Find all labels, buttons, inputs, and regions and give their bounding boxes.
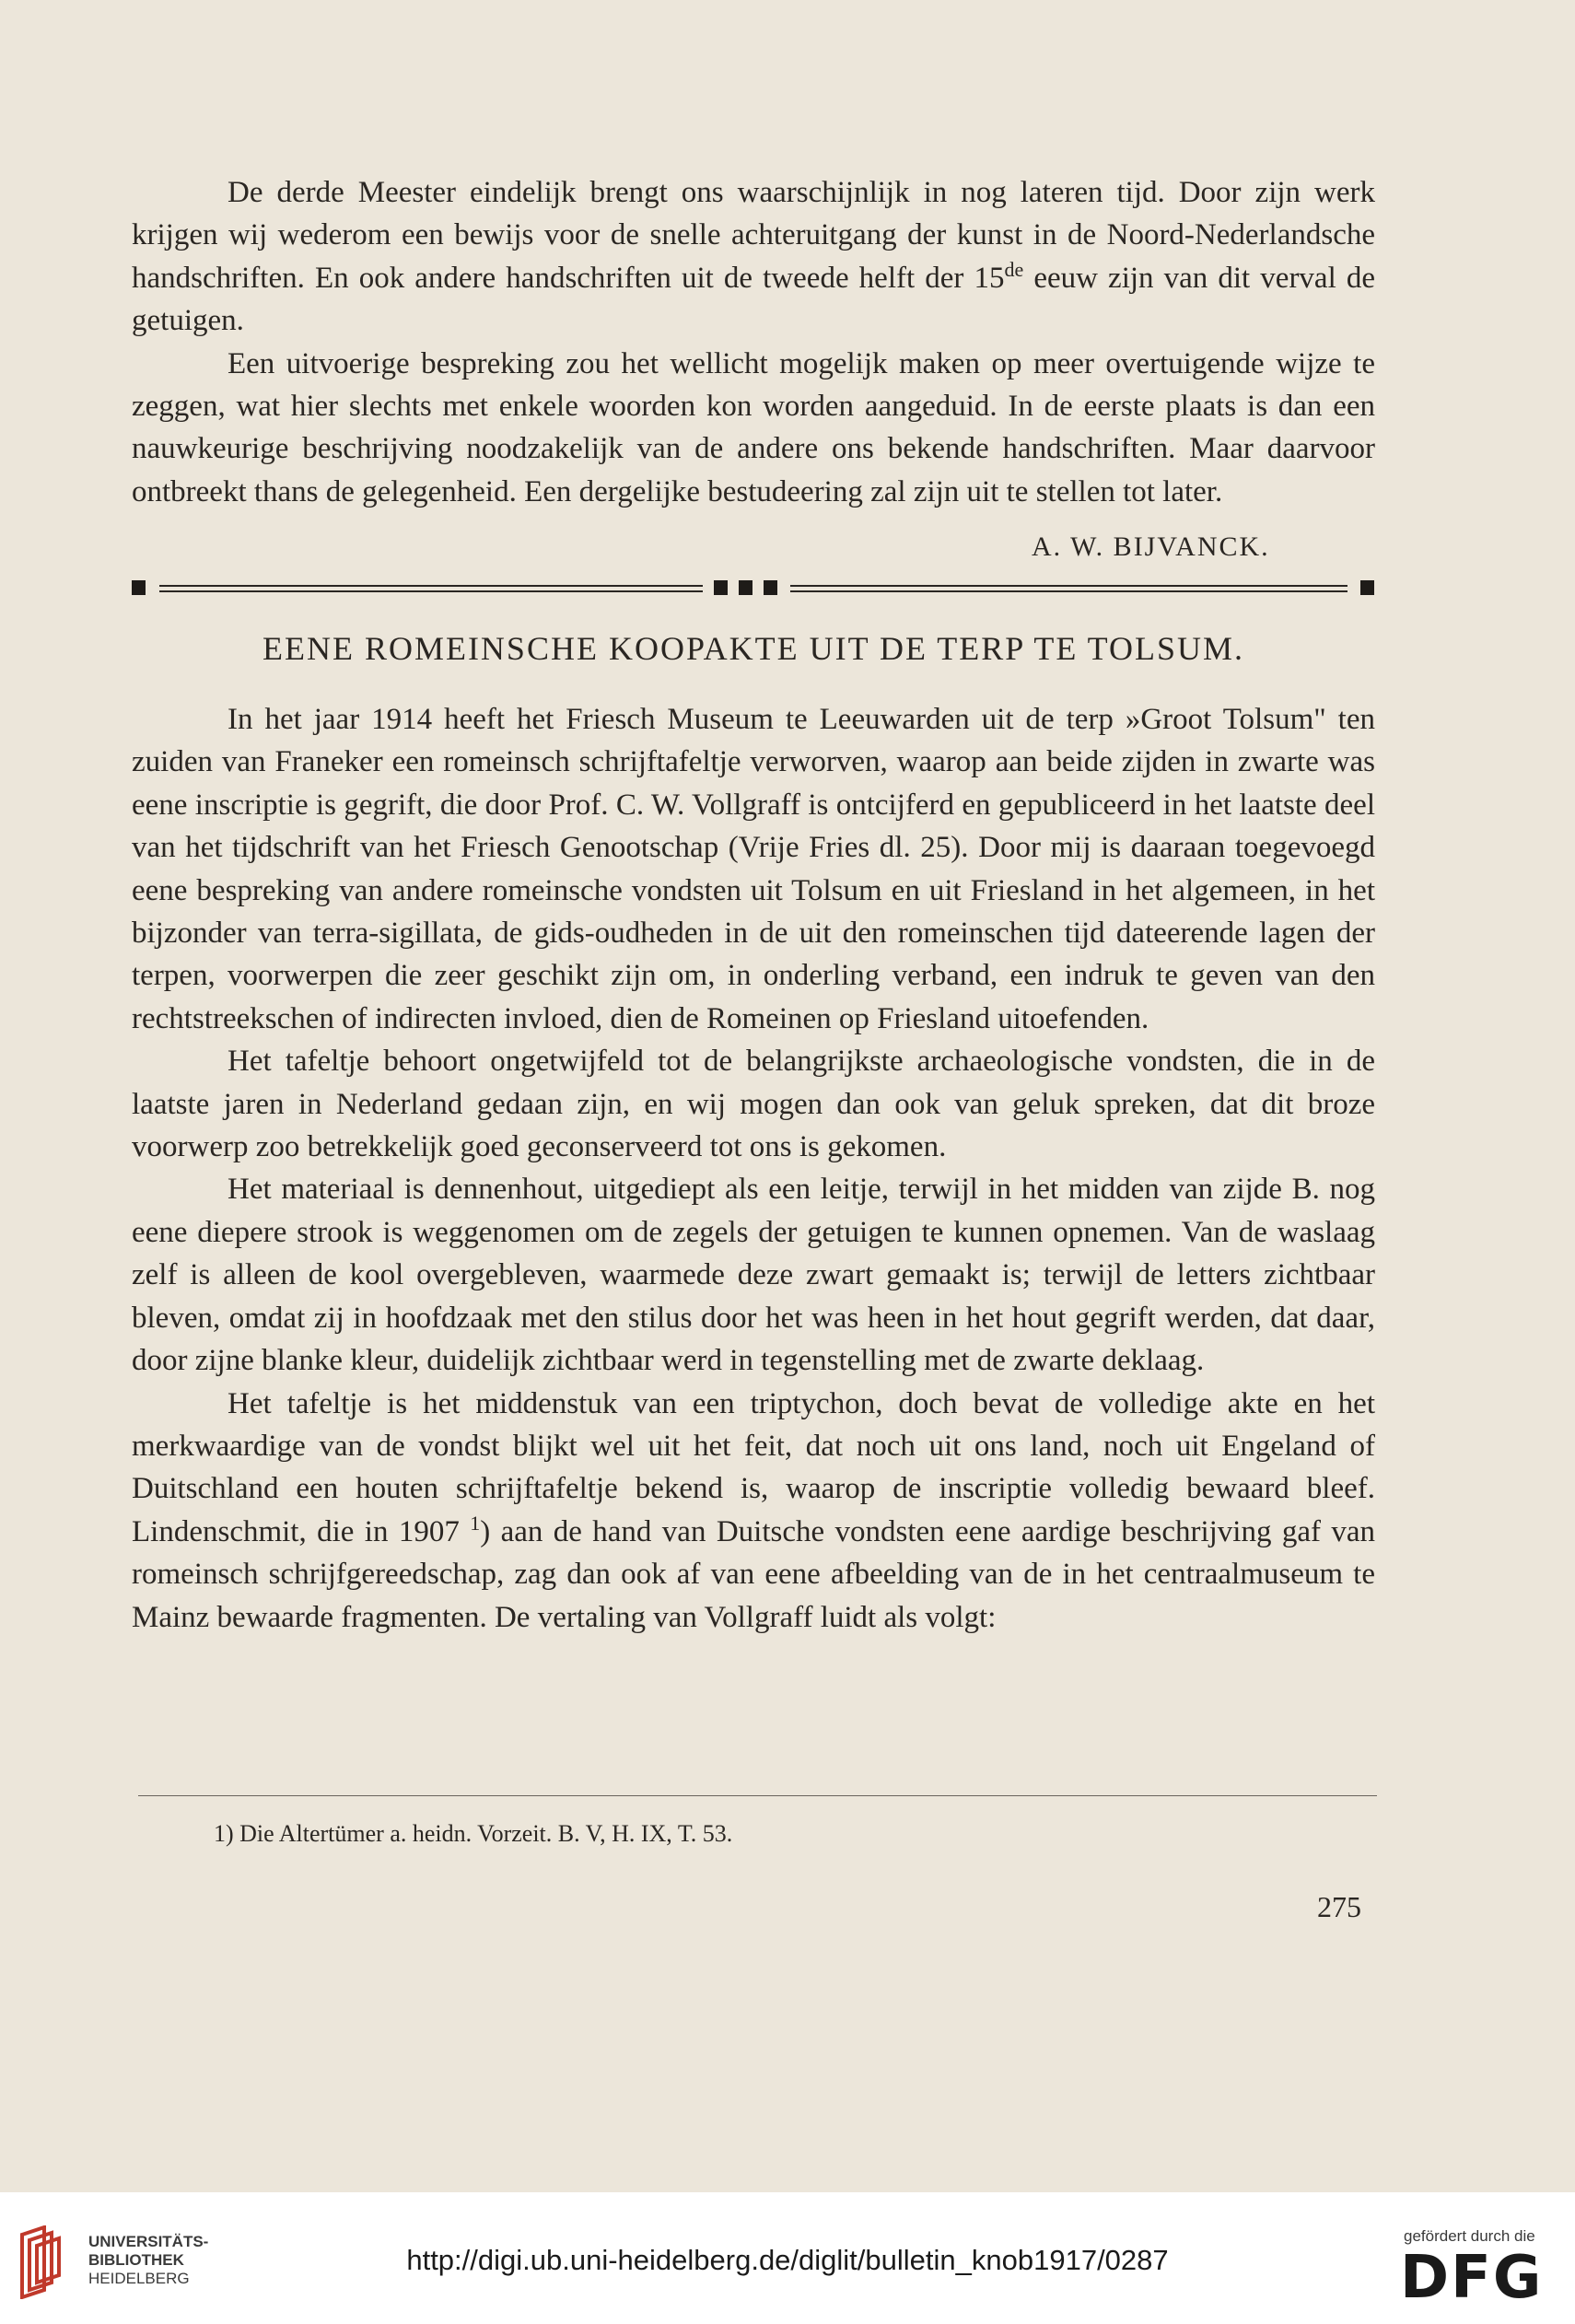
footer-bar: [0, 2192, 1575, 2324]
paragraph: Het tafeltje is het middenstuk van een triptychon, doch bevat de volledige akte en het merkwaardige van de vondst blijkt wel uit het feit, dat noch uit ons land, noch uit Engeland of Duitschland een houten schrijftafeltje bekend is, waarop de inscriptie volledig bewaard bleef. Lindenschmit, die in 1907 $^1$) aan de hand van Duitsche vondsten eene aardige beschrijving gaf van romeinsch schrijfgereedschap, zag dan ook af van eene afbeelding van de in het centraalmuseum te Mainz bewaarde fragmenten. De vertaling van Vollgraff luidt als volgt:: [132, 1386, 1376, 1634]
footnote: 1) Die Altertümer a. heidn. Vorzeit. B. V, H. IX, T. 53.: [214, 1820, 733, 1847]
paragraph: Een uitvoerige bespreking zou het wellicht mogelijk maken op meer overtuigende wijze te zeggen, wat hier slechts met enkele woorden kon worden aangeduid. In de eerste plaats is dan een nauwkeurige beschrijving noodzakelijk van de andere ons bekende handschriften. Maar daarvoor ontbreekt thans de gelegenheid. Een dergelijke bestudeering zal zijn uit te stellen tot later.: [132, 346, 1375, 508]
footnote-marker: 1: [470, 1511, 481, 1535]
source-url-link[interactable]: http://digi.ub.uni-heidelberg.de/diglit/bulletin_knob1917/0287: [406, 2244, 1169, 2276]
paragraph: De derde Meester eindelijk brengt ons waarschijnlijk in nog lateren tijd. Door zijn werk krijgen wij wederom een bewijs voor de snelle achteruitgang der kunst in de Noord-Nederlandsche handschriften. En ook andere handschriften uit de tweede helft der 15de eeuw zijn van dit verval de getuigen.: [132, 176, 1375, 338]
paragraph: In het jaar 1914 heeft het Friesch Museum te Leeuwarden uit de terp »Groot Tolsum" ten zuiden van Franeker een romeinsch schrijftafeltje verworven, waarop aan beide zijden in zwarte was eene inscriptie is gegrift, die door Prof. C. W. Vollgraff is ontcijferd en gepubliceerd in het laatste deel van het tijdschrift van het Friesch Genootschap (Vrije Fries dl. 25). Door mij is daaraan toegevoegd eene bespreking van andere romeinsche vondsten uit Tolsum en uit Friesland in het algemeen, in het bijzonder van terra-sigillata, de gids-oudheden in de uit den romeinschen tijd dateerende lagen der terpen, voorwerpen die zeer geschikt zijn om, in onderling verband, een indruk te geven van den rechtstreekschen of indirecten invloed, dien de Romeinen op Friesland uitoefenden.: [132, 703, 1375, 1035]
text-section-2: [132, 698, 1375, 1639]
author-signature: A. W. BIJVANCK.: [1032, 531, 1270, 562]
page-number: 275: [1317, 1890, 1361, 1923]
paragraph: Het materiaal is dennenhout, uitgediept als een leitje, terwijl in het midden van zijde B. nog eene diepere strook is weggenomen om de zegels der getuigen te kunnen opnemen. Van de waslaag zelf is alleen de kool overgebleven, waarmede deze zwart gemaakt is; terwijl de letters zichtbaar bleven, omdat zij in hoofdzaak met den stilus door het was heen in het hout gegrift werden, dat daar, door zijne blanke kleur, duidelijk zichtbaar werd in tegenstelling met de zwarte deklaag.: [132, 1173, 1375, 1378]
funding-caption: gefördert durch die: [1404, 2227, 1535, 2245]
paragraph: Het tafeltje behoort ongetwijfeld tot de belangrijkste archaeologische vondsten, die in de laatste jaren in Nederland gedaan zijn, en wij mogen dan ook van geluk spreken, dat dit broze voorwerp zoo betrekkelijk goed geconserveerd tot ons is gekomen.: [132, 1045, 1375, 1164]
superscript: de: [1004, 257, 1024, 281]
dfg-logo-icon[interactable]: DFG: [1400, 2244, 1544, 2312]
section-divider-ornament: [132, 578, 1377, 599]
footnote-rule: [138, 1795, 1377, 1796]
article-heading: EENE ROMEINSCHE KOOPAKTE UIT DE TERP TE TOLSUM.: [262, 630, 1245, 667]
library-name[interactable]: UNIVERSITÄTS- BIBLIOTHEK HEIDELBERG: [88, 2233, 209, 2287]
text-section-1: [132, 171, 1375, 513]
